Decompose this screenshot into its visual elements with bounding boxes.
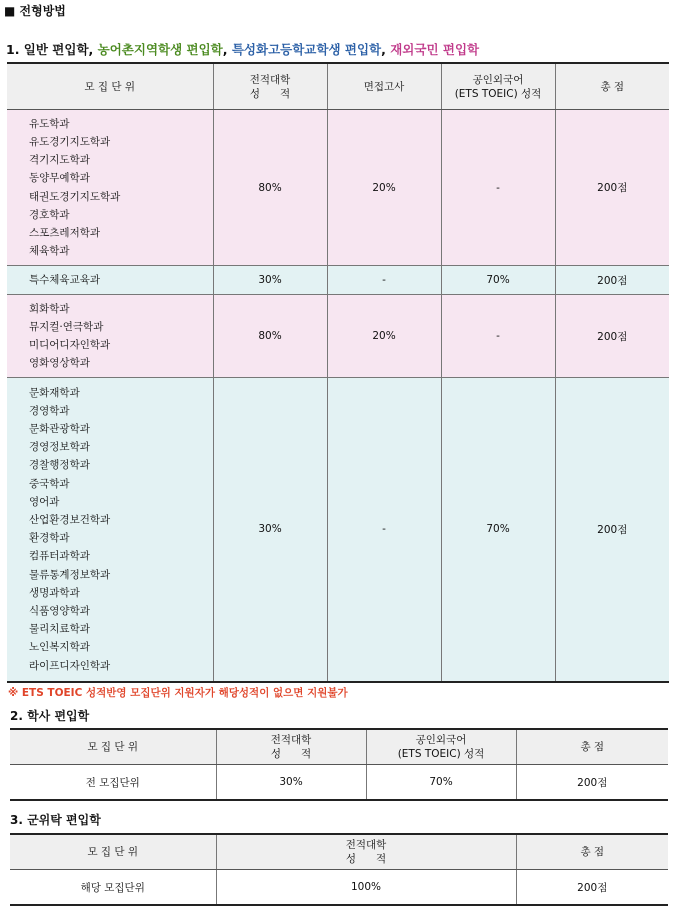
row-grade: 80% (213, 295, 327, 378)
row-toeic: 70% (441, 378, 555, 682)
row-interview: - (327, 266, 441, 295)
row-unit: 전 모집단위 (85, 776, 140, 789)
section1-heading-prefix: 1. 일반 편입학, (6, 42, 98, 57)
section2-table (10, 728, 668, 801)
table-row (7, 266, 669, 295)
row-grade: 30% (213, 378, 327, 682)
row-grade: 80% (213, 110, 327, 266)
row-total: 200점 (555, 378, 669, 682)
section3-table (10, 833, 668, 906)
section1-heading-overseas: 재외국민 편입학 (390, 42, 480, 57)
row-toeic: - (441, 110, 555, 266)
header-unit: 모 집 단 위 (10, 834, 216, 870)
table-row (7, 378, 669, 682)
header-total: 총 점 (516, 834, 668, 870)
row-total: 200점 (555, 266, 669, 295)
header-total: 총 점 (555, 63, 669, 110)
header-toeic: 공인외국어 (ETS TOEIC) 성적 (441, 63, 555, 110)
row-interview: 20% (327, 295, 441, 378)
row-total: 200점 (555, 295, 669, 378)
table-row (7, 295, 669, 378)
row-toeic: - (441, 295, 555, 378)
section1-heading (6, 40, 479, 58)
row-interview: 20% (327, 110, 441, 266)
header-interview: 면접고사 (327, 63, 441, 110)
section1-heading-rural: 농어촌지역학생 편입학 (97, 42, 223, 57)
section1-heading-sep2: , (381, 42, 391, 57)
section2-header-row (10, 729, 668, 765)
row-toeic: 70% (441, 266, 555, 295)
row-total: 200점 (555, 110, 669, 266)
table-row (10, 870, 668, 906)
row-total: 200점 (516, 765, 668, 801)
section3-header-row (10, 834, 668, 870)
section1-heading-vocational: 특성화고등학교학생 편입학 (231, 42, 382, 57)
row-grade: 30% (216, 765, 366, 801)
row-units: 특수체육교육과 (7, 266, 213, 295)
section1-header-row (7, 63, 669, 110)
main-title: ■ 전형방법 (4, 4, 66, 18)
section3-heading: 3. 군위탁 편입학 (10, 813, 101, 827)
row-unit: 해당 모집단위 (80, 881, 145, 894)
row-total: 200점 (516, 870, 668, 906)
row-units: 문화재학과 경영학과 문화관광학과 경영정보학과 경찰행정학과 중국학과 영어과 산업환경보건학과 환경학과 컴퓨터과학과 물류통계정보학과 생명과학과 식품영양학과 물리치료학과 노인복지학과 라이프디자인학과 (7, 378, 213, 682)
row-toeic: 70% (366, 765, 516, 801)
row-interview: - (327, 378, 441, 682)
row-grade: 100% (216, 870, 516, 906)
header-unit: 모 집 단 위 (10, 729, 216, 765)
row-units: 유도학과 유도경기지도학과 격기지도학과 동양무예학과 태권도경기지도학과 경호학과 스포츠레저학과 체육학과 (7, 110, 213, 266)
table-row (7, 110, 669, 266)
section1-table (7, 62, 669, 683)
header-toeic: 공인외국어 (ETS TOEIC) 성적 (366, 729, 516, 765)
header-unit: 모 집 단 위 (7, 63, 213, 110)
header-grade: 전적대학 성 적 (213, 63, 327, 110)
header-grade: 전적대학 성 적 (216, 729, 366, 765)
header-grade: 전적대학 성 적 (216, 834, 516, 870)
section1-heading-sep1: , (222, 42, 232, 57)
header-total: 총 점 (516, 729, 668, 765)
row-grade: 30% (213, 266, 327, 295)
toeic-note: ※ ETS TOEIC 성적반영 모집단위 지원자가 해당성적이 없으면 지원불가 (8, 687, 348, 699)
table-row (10, 765, 668, 801)
row-units: 회화학과 뮤지컬·연극학과 미디어디자인학과 영화영상학과 (7, 295, 213, 378)
section2-heading: 2. 학사 편입학 (10, 709, 90, 723)
